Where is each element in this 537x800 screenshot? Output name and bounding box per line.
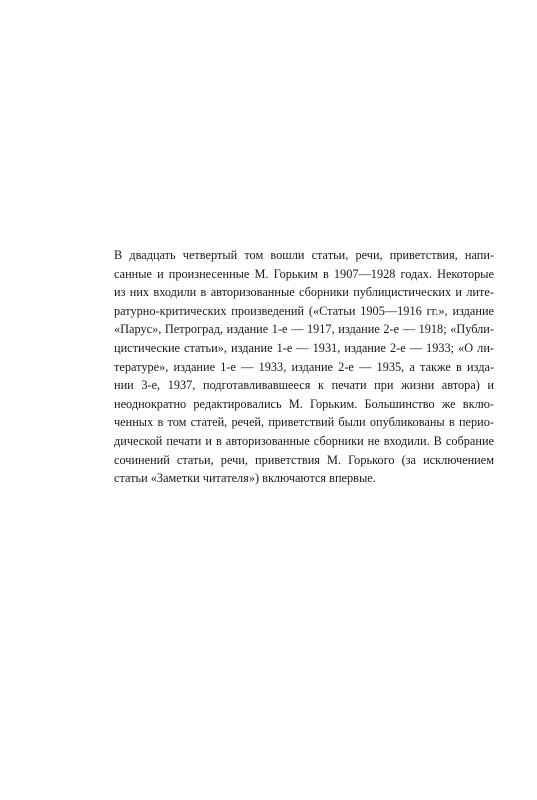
text-line: из них входили в авторизованные сборники публицистических и лите-	[114, 285, 494, 300]
text-line: сочинений статьи, речи, приветствия М. Горького (за исключением	[114, 452, 494, 467]
text-line: санные и произнесенные М. Горьким в 1907—1928 годах. Некоторые	[114, 266, 494, 281]
preface-paragraph	[114, 246, 494, 488]
text-line: В двадцать четвертый том вошли статьи, речи, приветствия, напи-	[114, 248, 494, 262]
text-line: неоднократно редактировались М. Горьким. Большинство же вклю-	[114, 396, 494, 411]
text-line: нии 3-е, 1937, подготавливавшееся к печати при жизни автора) и	[114, 378, 494, 393]
text-line: цистические статьи», издание 1-е — 1931, издание 2-е — 1933; «О ли-	[114, 340, 494, 355]
text-line: тературе», издание 1-е — 1933, издание 2-е — 1935, а также в изда-	[114, 359, 494, 374]
text-line: статьи «Заметки читателя») включаются впервые.	[114, 471, 376, 486]
text-line: ратурно-критических произведений («Статьи 1905—1916 гг.», издание	[114, 303, 494, 318]
text-line: ченных в том статей, речей, приветствий были опубликованы в перио-	[114, 415, 494, 430]
text-line: «Парус», Петроград, издание 1-е — 1917, издание 2-е — 1918; «Публи-	[114, 322, 494, 337]
text-line: дической печати и в авторизованные сборники не входили. В собрание	[114, 433, 494, 448]
